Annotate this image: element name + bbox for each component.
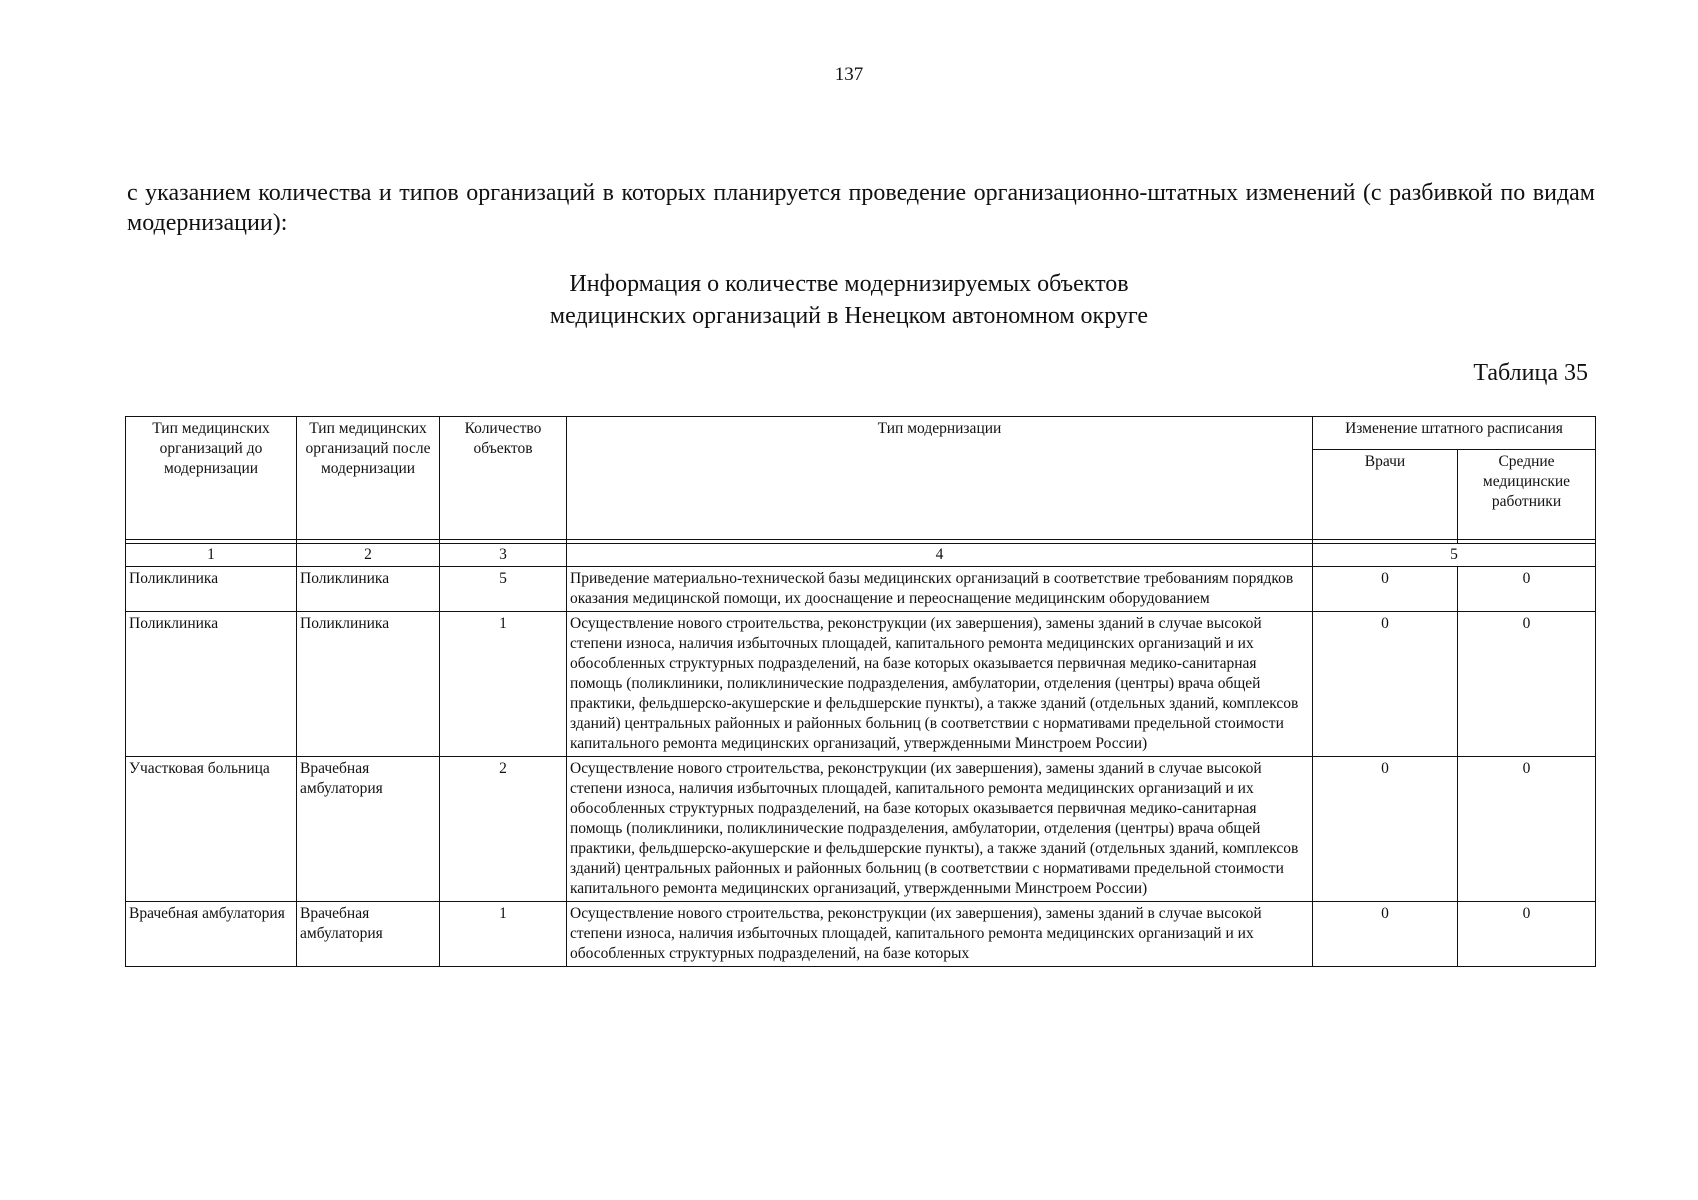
- column-number: 1: [126, 544, 297, 567]
- header-modernization-type: Тип модернизации: [567, 417, 1313, 540]
- header-count: Количество объектов: [440, 417, 567, 540]
- table-row: [126, 902, 1596, 967]
- column-number: 2: [297, 544, 440, 567]
- table-row: [126, 757, 1596, 902]
- table-heading: [0, 268, 1698, 332]
- cell-count: 1: [440, 902, 567, 967]
- modernization-table: [125, 416, 1596, 967]
- column-number: 3: [440, 544, 567, 567]
- cell-count: 2: [440, 757, 567, 902]
- cell-type-before: Поликлиника: [126, 567, 297, 612]
- intro-paragraph: с указанием количества и типов организаций в которых планируется проведение организационно-штатных изменений (с разбивкой по видам модернизации):: [127, 180, 1595, 236]
- header-staff-change: Изменение штатного расписания: [1313, 417, 1596, 450]
- cell-doctors: 0: [1313, 757, 1458, 902]
- header-nurses: Средние медицинские работники: [1458, 450, 1596, 540]
- header-type-before: Тип медицинских организаций до модернизации: [126, 417, 297, 540]
- cell-modernization-type: Осуществление нового строительства, реконструкции (их завершения), замены зданий в случае высокой степени износа, наличия избыточных площадей, капитального ремонта медицинских организаций и их обособленных структурных подразделений, на базе которых: [567, 902, 1313, 967]
- cell-modernization-type: Приведение материально-технической базы медицинских организаций в соответствие требованиям порядков оказания медицинской помощи, их дооснащение и переоснащение медицинским оборудованием: [567, 567, 1313, 612]
- column-number: 4: [567, 544, 1313, 567]
- cell-nurses: 0: [1458, 902, 1596, 967]
- cell-modernization-type: Осуществление нового строительства, реконструкции (их завершения), замены зданий в случае высокой степени износа, наличия избыточных площадей, капитального ремонта медицинских организаций и их обособленных структурных подразделений, на базе которых оказывается первичная медико-санитарная помощь (поликлиники, поликлинические подразделения, амбулатории, отделения (центры) врача общей практики, фельдшерско-акушерские и фельдшерские пункты), а также зданий (отдельных зданий, комплексов зданий) центральных районных и районных больниц (в соответствии с нормативами предельной стоимости капитального ремонта медицинских организаций, утвержденными Минстроем России): [567, 757, 1313, 902]
- header-doctors: Врачи: [1313, 450, 1458, 540]
- column-number-row: [126, 544, 1596, 567]
- column-number: 5: [1313, 544, 1596, 567]
- table-row: [126, 612, 1596, 757]
- table-header-row: [126, 417, 1596, 450]
- page-number: 137: [834, 64, 864, 85]
- cell-doctors: 0: [1313, 612, 1458, 757]
- cell-type-before: Врачебная амбулатория: [126, 902, 297, 967]
- table-label: Таблица 35: [1473, 360, 1588, 386]
- cell-nurses: 0: [1458, 757, 1596, 902]
- cell-doctors: 0: [1313, 567, 1458, 612]
- cell-count: 1: [440, 612, 567, 757]
- cell-type-before: Участковая больница: [126, 757, 297, 902]
- cell-modernization-type: Осуществление нового строительства, реконструкции (их завершения), замены зданий в случае высокой степени износа, наличия избыточных площадей, капитального ремонта медицинских организаций и их обособленных структурных подразделений, на базе которых оказывается первичная медико-санитарная помощь (поликлиники, поликлинические подразделения, амбулатории, отделения (центры) врача общей практики, фельдшерско-акушерские и фельдшерские пункты), а также зданий (отдельных зданий, комплексов зданий) центральных районных и районных больниц (в соответствии с нормативами предельной стоимости капитального ремонта медицинских организаций, утвержденными Минстроем России): [567, 612, 1313, 757]
- cell-type-after: Поликлиника: [297, 612, 440, 757]
- cell-nurses: 0: [1458, 612, 1596, 757]
- table-row: [126, 567, 1596, 612]
- cell-doctors: 0: [1313, 902, 1458, 967]
- table-heading-line-2: медицинских организаций в Ненецком автономном округе: [549, 303, 1149, 329]
- cell-type-after: Врачебная амбулатория: [297, 902, 440, 967]
- cell-nurses: 0: [1458, 567, 1596, 612]
- cell-type-after: Поликлиника: [297, 567, 440, 612]
- header-type-after: Тип медицинских организаций после модернизации: [297, 417, 440, 540]
- cell-type-after: Врачебная амбулатория: [297, 757, 440, 902]
- cell-count: 5: [440, 567, 567, 612]
- table-heading-line-1: Информация о количестве модернизируемых объектов: [569, 271, 1129, 297]
- cell-type-before: Поликлиника: [126, 612, 297, 757]
